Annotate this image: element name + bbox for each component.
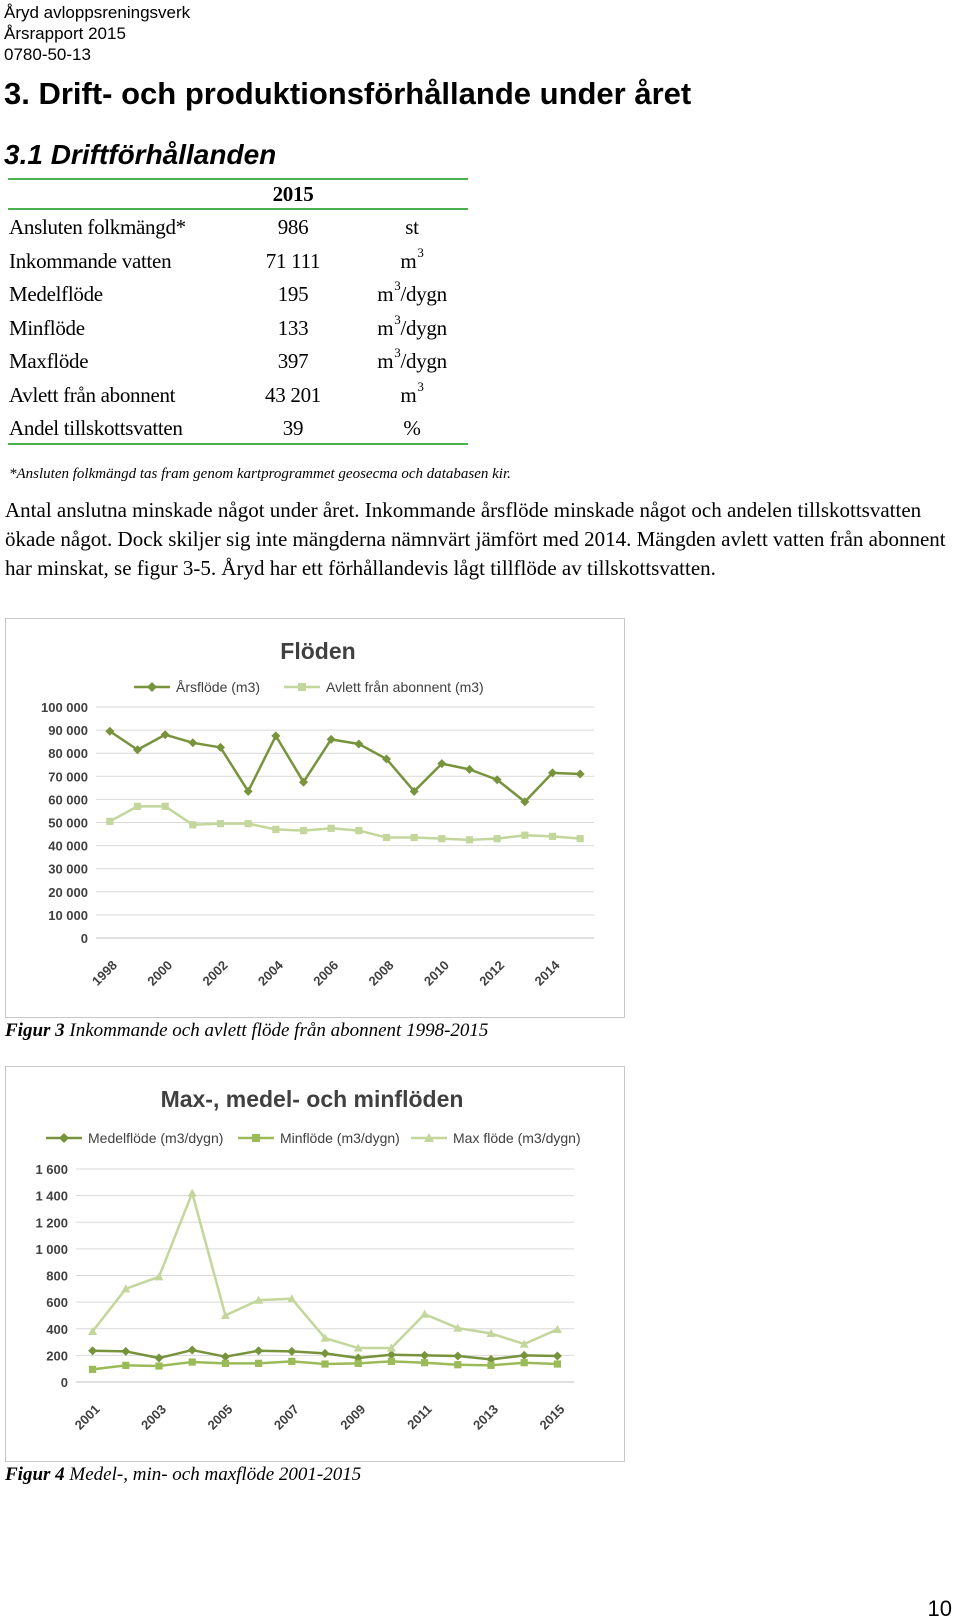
figure-3-chart (5, 618, 625, 1018)
data-point (189, 1358, 196, 1365)
table-row-label: Andel tillskottsvatten (9, 416, 183, 440)
table-row-label: Inkommande vatten (9, 248, 172, 273)
data-point (420, 1351, 429, 1360)
data-point (217, 820, 224, 827)
x-tick-label: 2000 (144, 957, 176, 989)
unit-suffix: /dygn (400, 282, 447, 306)
y-tick-label: 1 400 (35, 1188, 68, 1204)
unit-suffix: /dygn (400, 349, 447, 373)
legend-label: Medelflöde (m3/dygn) (88, 1130, 224, 1146)
table-row (0, 277, 468, 311)
y-tick-label: 100 000 (41, 700, 88, 715)
table-row-unit (360, 244, 464, 278)
data-point (577, 835, 584, 842)
table-row-value: 133 (277, 315, 309, 340)
table-row (0, 210, 468, 244)
data-point (576, 769, 585, 778)
table-row-label: Avlett från abonnent (9, 382, 176, 407)
y-tick-label: 80 000 (48, 746, 88, 762)
table-row-unit (360, 210, 464, 244)
y-tick-label: 90 000 (48, 723, 88, 739)
table-row (0, 244, 468, 278)
data-point (465, 765, 474, 774)
table-row-unit (360, 277, 464, 311)
data-point (106, 818, 113, 825)
x-tick-label: 2007 (270, 1401, 302, 1433)
data-point (554, 1360, 561, 1367)
section-title: 3. Drift- och produktionsförhållande under året (4, 76, 692, 111)
data-point (122, 1362, 129, 1369)
x-tick-label: 2012 (476, 957, 508, 989)
chart-title: Flöden (280, 638, 356, 664)
x-tick-label: 2001 (71, 1401, 103, 1433)
data-point (300, 827, 307, 834)
table-row (0, 311, 468, 345)
figure-3-caption (5, 1020, 488, 1042)
legend-label: Avlett från abonnent (m3) (326, 679, 484, 695)
x-tick-label: 2011 (404, 1401, 435, 1433)
unit-superscript: 3 (394, 278, 401, 293)
x-tick-label: 2008 (365, 957, 397, 989)
table-row-value: 43 201 (265, 382, 321, 407)
data-point (288, 1358, 295, 1365)
unit-superscript: 3 (394, 311, 401, 327)
y-tick-label: 50 000 (48, 815, 88, 831)
data-point (494, 835, 501, 842)
legend-marker (147, 682, 157, 692)
data-point (521, 1359, 528, 1366)
legend-marker (252, 1134, 260, 1142)
table-row-label: Ansluten folkmängd* (9, 215, 186, 239)
unit-superscript: 3 (417, 378, 424, 394)
table-row-label: Maxflöde (9, 349, 89, 373)
body-paragraph: Antal anslutna minskade något under året. Inkommande årsflöde minskade något och andelen tillskottsvatten ökade något. Dock skiljer sig inte mängderna nämnvärt jämfört med 2014. Mängden avlett vatten från abonnent har minskat, se figur 3-5. Åryd har ett förhållandevis lågt tillflöde av tillskottsvatten. (5, 498, 946, 580)
data-point (553, 1352, 562, 1361)
data-point (188, 1346, 197, 1355)
data-point (438, 835, 445, 842)
data-point (245, 820, 252, 827)
unit-base: m (400, 382, 417, 407)
table-row-value: 39 (282, 416, 304, 440)
unit-base: m (377, 349, 394, 373)
data-point (487, 1362, 494, 1369)
x-tick-label: 2010 (420, 957, 452, 989)
table-row-label: Medelflöde (9, 282, 103, 306)
unit-suffix: /dygn (400, 315, 447, 340)
legend-marker (298, 683, 306, 691)
table-bottom-rule (8, 443, 468, 445)
table-header-row (0, 177, 468, 211)
y-tick-label: 800 (46, 1268, 68, 1284)
table-row-unit (360, 411, 464, 445)
y-tick-label: 20 000 (48, 884, 88, 900)
y-tick-label: 200 (46, 1348, 68, 1364)
figure-3-caption-text: Inkommande och avlett flöde från abonnent 1998-2015 (64, 1020, 489, 1041)
y-tick-label: 1 600 (35, 1162, 68, 1177)
subsection-title: 3.1 Driftförhållanden (4, 139, 277, 170)
data-point (521, 832, 528, 839)
table-row (0, 344, 468, 378)
x-tick-label: 2013 (470, 1401, 502, 1433)
data-point (411, 834, 418, 841)
header-line-3: 0780-50-13 (4, 45, 91, 64)
unit-base: m (377, 315, 394, 340)
y-tick-label: 40 000 (48, 838, 88, 854)
data-point (549, 833, 556, 840)
y-tick-label: 10 000 (48, 907, 88, 923)
table-year-header: 2015 (272, 182, 314, 206)
x-tick-label: 2015 (536, 1401, 568, 1433)
data-point (421, 1359, 428, 1366)
x-tick-label: 2003 (138, 1401, 170, 1433)
data-point (162, 803, 169, 810)
series-line (110, 731, 580, 801)
y-tick-label: 1 000 (35, 1241, 68, 1257)
data-point (355, 1360, 362, 1367)
figure-3-label: Figur 3 (5, 1020, 65, 1041)
table-row-value: 986 (277, 215, 309, 239)
data-point (189, 821, 196, 828)
data-point (188, 738, 197, 747)
series-line (93, 1193, 558, 1348)
table-row-unit (360, 344, 464, 378)
table-row-unit (360, 378, 464, 412)
y-tick-label: 600 (46, 1295, 68, 1311)
data-point (388, 1358, 395, 1365)
data-point (188, 1188, 197, 1196)
max-medel-min-chart-svg (6, 1067, 624, 1461)
figure-4-caption-text: Medel-, min- och maxflöde 2001-2015 (64, 1464, 362, 1485)
table-row (0, 411, 468, 445)
unit-base: m (377, 282, 394, 306)
figure-4-label: Figur 4 (5, 1464, 65, 1485)
table-row-label: Minflöde (9, 315, 85, 340)
table-footnote: *Ansluten folkmängd tas fram genom kartprogrammet geosecma och databasen kir. (9, 466, 511, 482)
header-line-1: Åryd avloppsreningsverk (4, 3, 191, 22)
data-point (420, 1310, 429, 1318)
y-tick-label: 1 200 (35, 1215, 68, 1231)
x-tick-label: 2009 (337, 1401, 369, 1433)
y-tick-label: 70 000 (48, 769, 88, 785)
y-tick-label: 0 (60, 1375, 68, 1390)
floden-chart-svg (6, 619, 624, 1017)
x-tick-label: 2014 (531, 957, 563, 989)
legend-label: Max flöde (m3/dygn) (453, 1130, 581, 1146)
data-point (121, 1347, 130, 1356)
series-line (110, 806, 580, 839)
data-point (355, 827, 362, 834)
data-point (222, 1360, 229, 1367)
data-point (134, 803, 141, 810)
data-point (321, 1360, 328, 1367)
data-point (321, 1349, 330, 1358)
data-point (287, 1347, 296, 1356)
unit-base: st (405, 215, 419, 239)
figure-4-chart (5, 1066, 625, 1462)
unit-base: m (400, 248, 417, 273)
x-tick-label: 1998 (88, 957, 120, 989)
y-tick-label: 60 000 (48, 792, 88, 808)
data-point (272, 826, 279, 833)
header-line-2: Årsrapport 2015 (4, 24, 126, 43)
table-row-value: 71 111 (265, 248, 321, 273)
x-tick-label: 2004 (254, 957, 286, 989)
data-point (161, 730, 170, 739)
table-row-unit (360, 311, 464, 345)
unit-superscript: 3 (417, 244, 424, 260)
y-tick-label: 30 000 (48, 861, 88, 877)
legend-label: Årsflöde (m3) (176, 679, 261, 695)
x-tick-label: 2005 (204, 1401, 236, 1433)
y-tick-label: 0 (80, 931, 88, 946)
figure-4-caption (5, 1464, 361, 1486)
x-tick-label: 2006 (310, 957, 342, 989)
data-point (254, 1346, 263, 1355)
data-point (255, 1360, 262, 1367)
unit-base: % (403, 416, 421, 440)
data-point (466, 836, 473, 843)
data-point (155, 1272, 164, 1280)
data-point (354, 739, 363, 748)
legend-label: Minflöde (m3/dygn) (280, 1130, 400, 1146)
data-point (453, 1352, 462, 1361)
data-point (520, 1351, 529, 1360)
chart-title: Max-, medel- och minflöden (160, 1086, 464, 1112)
data-point (88, 1346, 97, 1355)
data-point (89, 1366, 96, 1373)
data-point (454, 1361, 461, 1368)
legend-marker (59, 1133, 69, 1143)
x-tick-label: 2002 (199, 957, 231, 989)
unit-superscript: 3 (394, 345, 401, 360)
table-row (0, 378, 468, 412)
data-point (383, 834, 390, 841)
y-tick-label: 400 (46, 1321, 68, 1337)
table-row-value: 397 (277, 349, 309, 373)
table-row-value: 195 (277, 282, 309, 306)
data-point (328, 825, 335, 832)
data-point (155, 1362, 162, 1369)
page-number: 10 (927, 1596, 952, 1621)
